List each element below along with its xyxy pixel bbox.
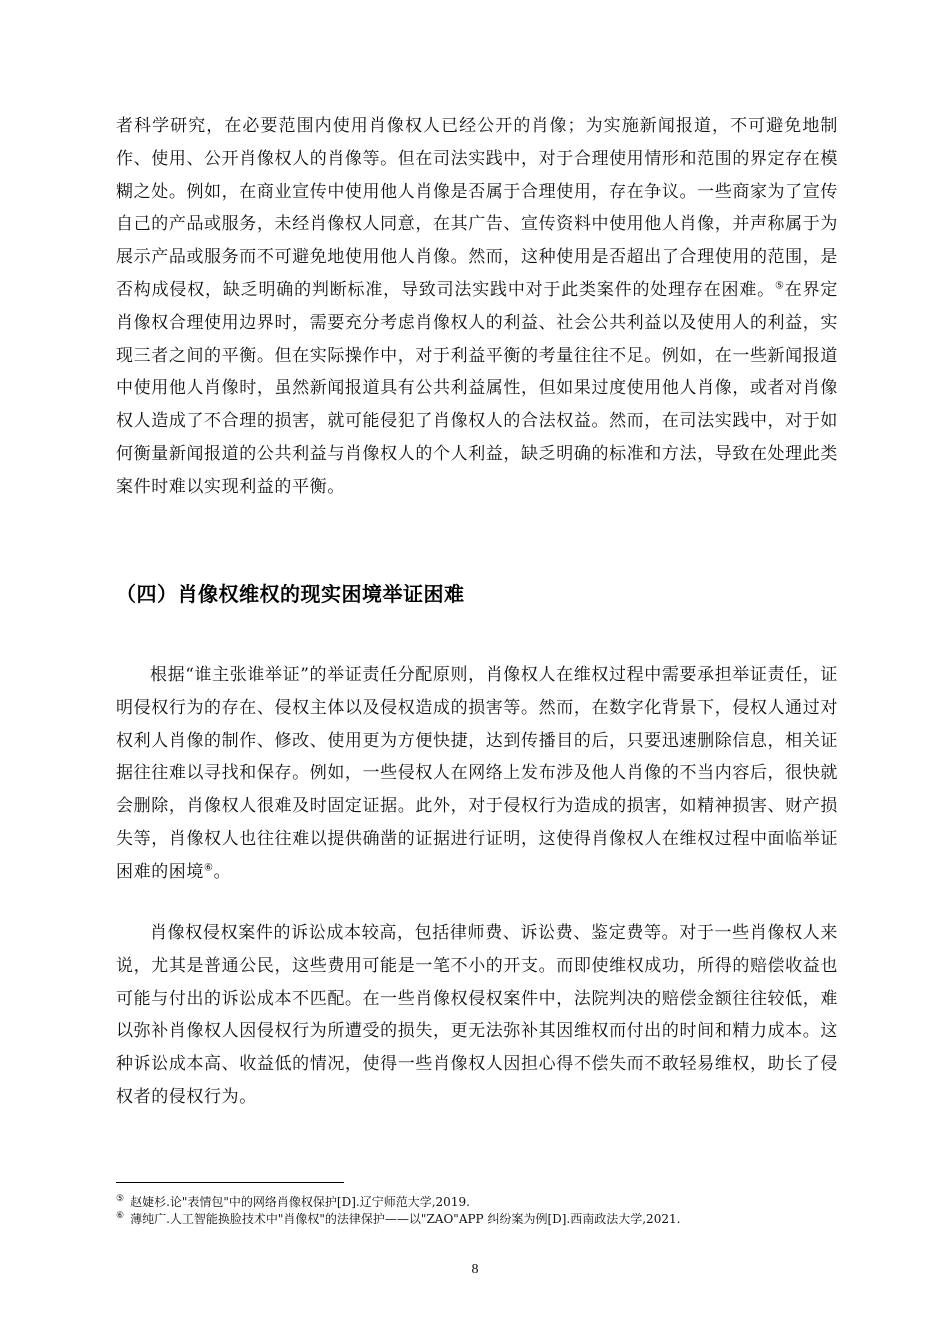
section-heading: （四）肖像权维权的现实困境举证困难 [116,582,465,606]
page-number: 8 [471,1262,479,1277]
paragraph-text: 。 [213,861,232,882]
paragraph-text: 在界定肖像权合理使用边界时，需要充分考虑肖像权人的利益、社会公共利益以及使用人的利益，实现三者之间的平衡。但在实际操作中，对于利益平衡的考量往往不足。例如，在一些新闻报道中使用他人肖像时，虽然新闻报道具有公共利益属性，但如果过度使用他人肖像，或者对肖像权人造成了不合理的损害，就可能侵犯了肖像权人的合法权益。然而，在司法实践中，对于如何衡量新闻报道的公共利益与肖像权人的个人利益，缺乏明确的标准和方法，导致在处理此类案件时难以实现利益的平衡。 [116,279,838,497]
footnote-mark: ⑥ [116,1211,125,1221]
footnote-divider [116,1182,344,1183]
footnote-6 [116,1211,680,1227]
footnote-mark: ⑤ [116,1194,125,1204]
body-paragraph-2 [116,659,838,889]
footnote-5 [116,1194,470,1210]
body-paragraph-1 [116,110,838,504]
footnote-ref-5[interactable]: ⑤ [774,280,785,292]
body-paragraph-3: 肖像权侵权案件的诉讼成本较高，包括律师费、诉讼费、鉴定费等。对于一些肖像权人来说，尤其是普通公民，这些费用可能是一笔不小的开支。而即使维权成功，所得的赔偿收益也可能与付出的诉讼成本不匹配。在一些肖像权侵权案件中，法院判决的赔偿金额往往较低，难以弥补肖像权人因侵权行为所遭受的损失，更无法弥补其因维权而付出的时间和精力成本。这种诉讼成本高、收益低的情况，使得一些肖像权人因担心得不偿失而不敢轻易维权，助长了侵权者的侵权行为。 [116,923,838,1107]
footnote-ref-6[interactable]: ⑥ [204,862,214,874]
paragraph-text: 根据“谁主张谁举证”的举证责任分配原则，肖像权人在维权过程中需要承担举证责任，证明侵权行为的存在、侵权主体以及侵权造成的损害等。然而，在数字化背景下，侵权人通过对权利人肖像的制作、修改、使用更为方便快捷，达到传播目的后，只要迅速删除信息，相关证据往往难以寻找和保存。例如，一些侵权人在网络上发布涉及他人肖像的不当内容后，很快就会删除，肖像权人很难及时固定证据。此外，对于侵权行为造成的损害，如精神损害、财产损失等，肖像权人也往往难以提供确凿的证据进行证明，这使得肖像权人在维权过程中面临举证困难的困境 [116,665,838,882]
paragraph-text: 者科学研究，在必要范围内使用肖像权人已经公开的肖像；为实施新闻报道，不可避免地制作、使用、公开肖像权人的肖像等。但在司法实践中，对于合理使用情形和范围的界定存在模糊之处。例如，在商业宣传中使用他人肖像是否属于合理使用，存在争议。一些商家为了宣传自己的产品或服务，未经肖像权人同意，在其广告、宣传资料中使用他人肖像，并声称属于为展示产品或服务而不可避免地使用他人肖像。然而，这种使用是否超出了合理使用的范围，是否构成侵权，缺乏明确的判断标准，导致司法实践中对于此类案件的处理存在困难。 [116,116,838,300]
footnote-text: 赵婕杉.论"表情包"中的网络肖像权保护[D].辽宁师范大学,2019. [130,1195,470,1209]
footnote-text: 薄纯广.人工智能换脸技术中"肖像权"的法律保护——以"ZAO"APP 纠纷案为例[D].西南政法大学,2021. [130,1212,681,1226]
